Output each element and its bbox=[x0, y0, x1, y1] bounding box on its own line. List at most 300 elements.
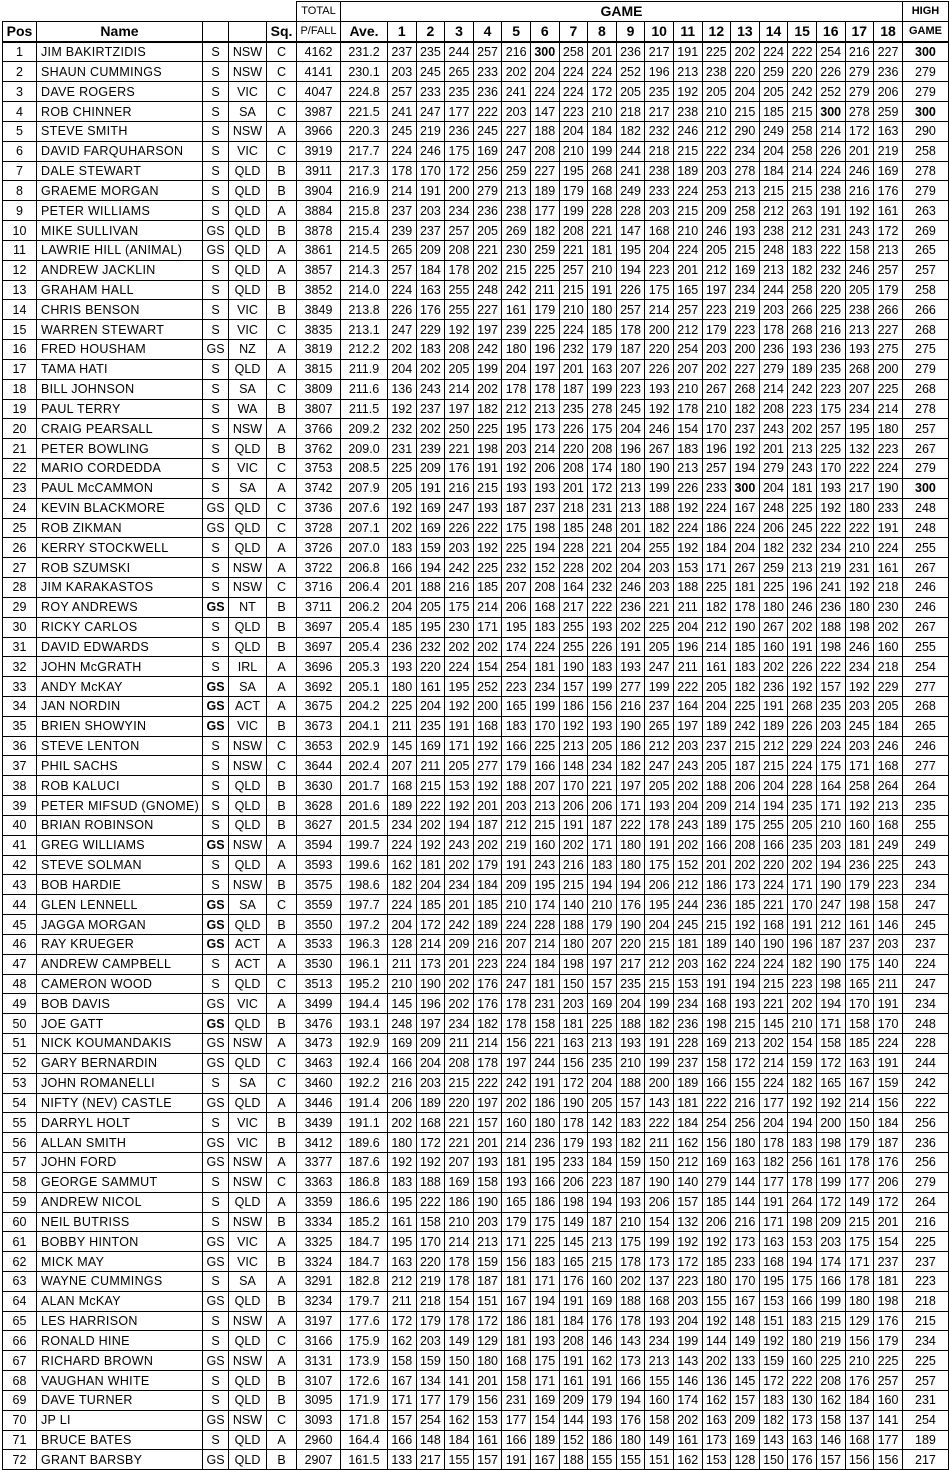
high-game-cell: 237 bbox=[902, 934, 948, 954]
game-1-cell: 241 bbox=[388, 102, 417, 122]
squad-cell: C bbox=[267, 498, 297, 518]
game-7-cell: 228 bbox=[559, 538, 588, 558]
total-cell: 3736 bbox=[297, 498, 341, 518]
game-13-cell: 202 bbox=[731, 855, 760, 875]
game-8-cell: 221 bbox=[588, 776, 617, 796]
game-16-cell: 166 bbox=[816, 1272, 845, 1292]
game-6-cell: 188 bbox=[530, 121, 559, 141]
state-cell: QLD bbox=[229, 1390, 267, 1410]
game-8-cell: 187 bbox=[588, 815, 617, 835]
total-cell: 3716 bbox=[297, 578, 341, 598]
game-1-cell: 237 bbox=[388, 201, 417, 221]
table-row bbox=[3, 340, 949, 360]
game-3-cell: 202 bbox=[445, 855, 474, 875]
state-cell: QLD bbox=[229, 776, 267, 796]
name-cell: JOHN FORD bbox=[37, 1153, 203, 1173]
game-15-cell: 246 bbox=[788, 597, 817, 617]
game-12-cell: 209 bbox=[702, 796, 731, 816]
status-cell: S bbox=[203, 1311, 229, 1331]
total-cell: 3446 bbox=[297, 1093, 341, 1113]
game-3-cell: 153 bbox=[445, 776, 474, 796]
game-8-cell: 202 bbox=[588, 558, 617, 578]
game-12-cell: 185 bbox=[702, 1252, 731, 1272]
game-4-cell: 197 bbox=[473, 320, 502, 340]
game-10-cell: 267 bbox=[645, 439, 674, 459]
game-1-cell: 257 bbox=[388, 260, 417, 280]
game-15-cell: 180 bbox=[788, 1331, 817, 1351]
status-cell: S bbox=[203, 1073, 229, 1093]
game-3-cell: 234 bbox=[445, 875, 474, 895]
game-18-cell: 160 bbox=[874, 637, 903, 657]
game-18-cell: 237 bbox=[874, 1252, 903, 1272]
game-11-cell: 238 bbox=[673, 102, 702, 122]
game-7-cell: 191 bbox=[559, 1291, 588, 1311]
game-5-cell: 195 bbox=[502, 617, 531, 637]
game-14-cell: 151 bbox=[759, 1311, 788, 1331]
game-1-cell: 202 bbox=[388, 518, 417, 538]
state-cell: QLD bbox=[229, 518, 267, 538]
game-2-cell: 237 bbox=[416, 221, 445, 241]
status-cell: GS bbox=[203, 597, 229, 617]
total-cell: 3697 bbox=[297, 617, 341, 637]
squad-cell: A bbox=[267, 121, 297, 141]
total-cell: 3819 bbox=[297, 340, 341, 360]
game-5-cell: 178 bbox=[502, 379, 531, 399]
game-4-cell: 187 bbox=[473, 1272, 502, 1292]
game-18-cell: 158 bbox=[874, 895, 903, 915]
game-13-cell: 256 bbox=[731, 1113, 760, 1133]
game-17-cell: 236 bbox=[845, 855, 874, 875]
game-17-cell: 181 bbox=[845, 835, 874, 855]
game-1-cell: 172 bbox=[388, 1311, 417, 1331]
average-cell: 175.9 bbox=[341, 1331, 388, 1351]
game-12-cell: 246 bbox=[702, 221, 731, 241]
game-1-cell: 158 bbox=[388, 1351, 417, 1371]
game-13-cell: 169 bbox=[731, 1430, 760, 1450]
game-13-cell: 278 bbox=[731, 161, 760, 181]
game-4-cell: 182 bbox=[473, 399, 502, 419]
game-18-cell: 161 bbox=[874, 558, 903, 578]
average-cell: 205.4 bbox=[341, 637, 388, 657]
game-6-cell: 181 bbox=[530, 657, 559, 677]
game-3-cell: 210 bbox=[445, 1212, 474, 1232]
game-4-cell: 179 bbox=[473, 855, 502, 875]
average-cell: 209.2 bbox=[341, 419, 388, 439]
game-8-cell: 194 bbox=[588, 875, 617, 895]
high-game-cell: 264 bbox=[902, 776, 948, 796]
game-8-cell: 204 bbox=[588, 1073, 617, 1093]
game-17-cell: 192 bbox=[845, 796, 874, 816]
game-17-cell: 156 bbox=[845, 1450, 874, 1470]
game-4-cell: 222 bbox=[473, 1073, 502, 1093]
game-16-cell: 199 bbox=[816, 1291, 845, 1311]
name-cell: GEORGE SAMMUT bbox=[37, 1172, 203, 1192]
game-13-cell: 215 bbox=[731, 102, 760, 122]
average-cell: 215.8 bbox=[341, 201, 388, 221]
game-3-cell: 215 bbox=[445, 1073, 474, 1093]
game-9-cell: 180 bbox=[616, 855, 645, 875]
high-game-cell: 244 bbox=[902, 1053, 948, 1073]
game-12-cell: 202 bbox=[702, 1351, 731, 1371]
game-2-cell: 195 bbox=[416, 617, 445, 637]
game-7-cell: 208 bbox=[559, 459, 588, 479]
squad-cell: A bbox=[267, 359, 297, 379]
total-cell: 3630 bbox=[297, 776, 341, 796]
status-cell: S bbox=[203, 617, 229, 637]
game-18-cell: 154 bbox=[874, 1232, 903, 1252]
high-game-header: GAME bbox=[902, 21, 948, 41]
game-11-cell: 246 bbox=[673, 121, 702, 141]
game-15-cell: 175 bbox=[788, 1272, 817, 1292]
game-7-cell: 165 bbox=[559, 1252, 588, 1272]
average-cell: 196.1 bbox=[341, 954, 388, 974]
game-2-cell: 169 bbox=[416, 736, 445, 756]
game-3-cell: 208 bbox=[445, 340, 474, 360]
status-cell: S bbox=[203, 815, 229, 835]
game-9-cell: 193 bbox=[616, 1034, 645, 1054]
game-9-header: 9 bbox=[616, 21, 645, 41]
game-16-cell: 238 bbox=[816, 181, 845, 201]
pos-cell: 42 bbox=[3, 855, 37, 875]
game-12-cell: 201 bbox=[702, 855, 731, 875]
total-cell: 3499 bbox=[297, 994, 341, 1014]
status-cell: S bbox=[203, 736, 229, 756]
game-16-cell: 216 bbox=[816, 320, 845, 340]
game-16-cell: 257 bbox=[816, 419, 845, 439]
status-cell: S bbox=[203, 459, 229, 479]
pos-cell: 39 bbox=[3, 796, 37, 816]
pos-cell: 19 bbox=[3, 399, 37, 419]
pos-cell: 38 bbox=[3, 776, 37, 796]
game-6-cell: 189 bbox=[530, 181, 559, 201]
game-18-cell: 225 bbox=[874, 855, 903, 875]
game-7-cell: 150 bbox=[559, 974, 588, 994]
game-2-cell: 239 bbox=[416, 439, 445, 459]
game-3-cell: 150 bbox=[445, 1351, 474, 1371]
high-game-cell: 189 bbox=[902, 1430, 948, 1450]
game-1-cell: 162 bbox=[388, 1331, 417, 1351]
game-2-cell: 191 bbox=[416, 181, 445, 201]
squad-cell: C bbox=[267, 1410, 297, 1430]
high-game-cell: 246 bbox=[902, 578, 948, 598]
table-row bbox=[3, 776, 949, 796]
game-8-cell: 207 bbox=[588, 934, 617, 954]
pos-cell: 40 bbox=[3, 815, 37, 835]
state-cell: WA bbox=[229, 399, 267, 419]
game-1-cell: 163 bbox=[388, 1252, 417, 1272]
state-cell: QLD bbox=[229, 1192, 267, 1212]
game-13-cell: 192 bbox=[731, 915, 760, 935]
game-14-cell: 249 bbox=[759, 121, 788, 141]
average-cell: 161.5 bbox=[341, 1450, 388, 1470]
game-18-cell: 227 bbox=[874, 42, 903, 62]
high-game-cell: 300 bbox=[902, 478, 948, 498]
game-11-cell: 213 bbox=[673, 62, 702, 82]
game-14-cell: 202 bbox=[759, 1034, 788, 1054]
game-12-cell: 179 bbox=[702, 320, 731, 340]
game-5-cell: 166 bbox=[502, 736, 531, 756]
total-cell: 3550 bbox=[297, 915, 341, 935]
game-10-cell: 223 bbox=[645, 260, 674, 280]
game-11-cell: 192 bbox=[673, 82, 702, 102]
game-15-cell: 258 bbox=[788, 141, 817, 161]
game-16-header: 16 bbox=[816, 21, 845, 41]
squad-cell: A bbox=[267, 677, 297, 697]
game-1-cell: 136 bbox=[388, 379, 417, 399]
game-15-cell: 224 bbox=[788, 756, 817, 776]
game-18-cell: 146 bbox=[874, 915, 903, 935]
game-1-cell: 162 bbox=[388, 855, 417, 875]
game-15-cell: 198 bbox=[788, 1212, 817, 1232]
game-8-cell: 172 bbox=[588, 82, 617, 102]
game-13-cell: 193 bbox=[731, 994, 760, 1014]
game-9-cell: 180 bbox=[616, 1430, 645, 1450]
game-10-cell: 232 bbox=[645, 121, 674, 141]
game-17-cell: 246 bbox=[845, 161, 874, 181]
name-cell: CHRIS BENSON bbox=[37, 300, 203, 320]
game-3-cell: 208 bbox=[445, 1053, 474, 1073]
game-2-cell: 219 bbox=[416, 1272, 445, 1292]
table-row bbox=[3, 320, 949, 340]
high-game-cell: 269 bbox=[902, 221, 948, 241]
game-9-cell: 195 bbox=[616, 240, 645, 260]
pos-cell: 50 bbox=[3, 1014, 37, 1034]
game-15-cell: 181 bbox=[788, 478, 817, 498]
game-14-cell: 168 bbox=[759, 915, 788, 935]
game-14-cell: 189 bbox=[759, 716, 788, 736]
pos-cell: 63 bbox=[3, 1272, 37, 1292]
game-10-cell: 265 bbox=[645, 716, 674, 736]
game-14-cell: 204 bbox=[759, 1113, 788, 1133]
average-cell: 177.6 bbox=[341, 1311, 388, 1331]
game-12-cell: 166 bbox=[702, 1073, 731, 1093]
game-6-cell: 195 bbox=[530, 1153, 559, 1173]
high-game-cell: 266 bbox=[902, 300, 948, 320]
game-16-cell: 222 bbox=[816, 240, 845, 260]
high-game-cell: 258 bbox=[902, 141, 948, 161]
game-4-cell: 192 bbox=[473, 776, 502, 796]
name-cell: DAVID EDWARDS bbox=[37, 637, 203, 657]
game-12-cell: 189 bbox=[702, 934, 731, 954]
game-11-cell: 224 bbox=[673, 240, 702, 260]
name-cell: JP LI bbox=[37, 1410, 203, 1430]
game-18-cell: 225 bbox=[874, 379, 903, 399]
status-cell: S bbox=[203, 538, 229, 558]
squad-cell: A bbox=[267, 696, 297, 716]
game-7-cell: 215 bbox=[559, 280, 588, 300]
game-2-cell: 203 bbox=[416, 201, 445, 221]
game-14-cell: 204 bbox=[759, 478, 788, 498]
table-row bbox=[3, 300, 949, 320]
squad-cell: C bbox=[267, 42, 297, 62]
status-cell: GS bbox=[203, 1014, 229, 1034]
game-4-cell: 214 bbox=[473, 597, 502, 617]
game-10-cell: 190 bbox=[645, 1172, 674, 1192]
game-6-cell: 204 bbox=[530, 62, 559, 82]
game-18-cell: 218 bbox=[874, 657, 903, 677]
table-row bbox=[3, 1212, 949, 1232]
state-cell: QLD bbox=[229, 1371, 267, 1391]
table-row bbox=[3, 1113, 949, 1133]
game-18-cell: 180 bbox=[874, 419, 903, 439]
game-17-cell: 178 bbox=[845, 1272, 874, 1292]
game-14-cell: 259 bbox=[759, 558, 788, 578]
game-11-cell: 140 bbox=[673, 1172, 702, 1192]
game-15-cell: 191 bbox=[788, 637, 817, 657]
pos-cell: 57 bbox=[3, 1153, 37, 1173]
game-11-cell: 212 bbox=[673, 875, 702, 895]
game-10-cell: 217 bbox=[645, 42, 674, 62]
game-9-cell: 180 bbox=[616, 835, 645, 855]
game-18-cell: 249 bbox=[874, 835, 903, 855]
squad-cell: A bbox=[267, 558, 297, 578]
game-2-cell: 202 bbox=[416, 419, 445, 439]
game-16-cell: 209 bbox=[816, 1212, 845, 1232]
pos-cell: 35 bbox=[3, 716, 37, 736]
game-18-cell: 179 bbox=[874, 1331, 903, 1351]
total-cell: 3722 bbox=[297, 558, 341, 578]
game-14-cell: 194 bbox=[759, 796, 788, 816]
game-13-cell: 133 bbox=[731, 1351, 760, 1371]
game-4-cell: 153 bbox=[473, 1410, 502, 1430]
state-cell: QLD bbox=[229, 201, 267, 221]
game-6-cell: 196 bbox=[530, 340, 559, 360]
game-2-cell: 176 bbox=[416, 300, 445, 320]
average-cell: 189.6 bbox=[341, 1133, 388, 1153]
status-cell: S bbox=[203, 558, 229, 578]
game-1-cell: 211 bbox=[388, 716, 417, 736]
average-cell: 205.3 bbox=[341, 657, 388, 677]
total-cell: 3835 bbox=[297, 320, 341, 340]
total-cell: 3692 bbox=[297, 677, 341, 697]
game-13-cell: 157 bbox=[731, 1390, 760, 1410]
game-3-cell: 211 bbox=[445, 1034, 474, 1054]
game-14-cell: 206 bbox=[759, 518, 788, 538]
table-row bbox=[3, 875, 949, 895]
total-cell: 3696 bbox=[297, 657, 341, 677]
state-cell: ACT bbox=[229, 696, 267, 716]
game-18-cell: 246 bbox=[874, 736, 903, 756]
table-row bbox=[3, 419, 949, 439]
average-cell: 199.7 bbox=[341, 835, 388, 855]
game-7-cell: 187 bbox=[559, 379, 588, 399]
game-8-cell: 186 bbox=[588, 1430, 617, 1450]
total-cell: 3726 bbox=[297, 538, 341, 558]
game-2-cell: 215 bbox=[416, 776, 445, 796]
game-4-cell: 192 bbox=[473, 538, 502, 558]
game-7-cell: 190 bbox=[559, 1093, 588, 1113]
status-cell: S bbox=[203, 756, 229, 776]
game-14-cell: 243 bbox=[759, 419, 788, 439]
state-cell: VIC bbox=[229, 141, 267, 161]
game-8-cell: 179 bbox=[588, 915, 617, 935]
game-2-cell: 202 bbox=[416, 359, 445, 379]
game-14-cell: 221 bbox=[759, 895, 788, 915]
game-14-cell: 221 bbox=[759, 994, 788, 1014]
game-3-cell: 186 bbox=[445, 1192, 474, 1212]
game-4-cell: 184 bbox=[473, 875, 502, 895]
game-11-cell: 154 bbox=[673, 419, 702, 439]
game-3-cell: 205 bbox=[445, 359, 474, 379]
state-cell: QLD bbox=[229, 1014, 267, 1034]
total-cell: 2907 bbox=[297, 1450, 341, 1470]
game-17-cell: 180 bbox=[845, 498, 874, 518]
game-10-cell: 204 bbox=[645, 915, 674, 935]
game-11-cell: 157 bbox=[673, 1192, 702, 1212]
game-11-cell: 207 bbox=[673, 359, 702, 379]
game-6-cell: 231 bbox=[530, 994, 559, 1014]
game-9-cell: 188 bbox=[616, 1014, 645, 1034]
status-cell: GS bbox=[203, 1351, 229, 1371]
game-3-cell: 192 bbox=[445, 796, 474, 816]
game-1-cell: 145 bbox=[388, 736, 417, 756]
game-6-cell: 227 bbox=[530, 161, 559, 181]
squad-cell: B bbox=[267, 1113, 297, 1133]
game-13-cell: 267 bbox=[731, 558, 760, 578]
game-5-cell: 232 bbox=[502, 558, 531, 578]
high-game-cell: 300 bbox=[902, 42, 948, 62]
game-14-cell: 215 bbox=[759, 974, 788, 994]
game-8-header: 8 bbox=[588, 21, 617, 41]
game-11-cell: 223 bbox=[673, 1272, 702, 1292]
game-4-cell: 185 bbox=[473, 895, 502, 915]
game-10-cell: 190 bbox=[645, 459, 674, 479]
game-13-header: 13 bbox=[731, 21, 760, 41]
game-4-cell: 156 bbox=[473, 1390, 502, 1410]
state-cell: VIC bbox=[229, 1133, 267, 1153]
table-row bbox=[3, 1014, 949, 1034]
game-10-cell: 199 bbox=[645, 677, 674, 697]
state-cell: SA bbox=[229, 677, 267, 697]
state-cell: QLD bbox=[229, 1450, 267, 1470]
state-cell: NSW bbox=[229, 62, 267, 82]
average-cell: 209.0 bbox=[341, 439, 388, 459]
game-8-cell: 184 bbox=[588, 121, 617, 141]
game-1-cell: 224 bbox=[388, 280, 417, 300]
game-11-cell: 224 bbox=[673, 518, 702, 538]
game-13-cell: 148 bbox=[731, 1311, 760, 1331]
table-row bbox=[3, 1133, 949, 1153]
game-6-cell: 236 bbox=[530, 1133, 559, 1153]
game-7-cell: 206 bbox=[559, 1172, 588, 1192]
game-6-cell: 171 bbox=[530, 1371, 559, 1391]
total-cell: 3742 bbox=[297, 478, 341, 498]
game-14-cell: 224 bbox=[759, 1073, 788, 1093]
game-6-cell: 207 bbox=[530, 776, 559, 796]
game-4-cell: 151 bbox=[473, 1291, 502, 1311]
game-17-cell: 243 bbox=[845, 221, 874, 241]
game-17-cell: 203 bbox=[845, 696, 874, 716]
game-8-cell: 201 bbox=[588, 42, 617, 62]
state-cell: QLD bbox=[229, 617, 267, 637]
state-cell: NSW bbox=[229, 736, 267, 756]
game-13-cell: 181 bbox=[731, 578, 760, 598]
game-14-cell: 224 bbox=[759, 875, 788, 895]
game-17-cell: 279 bbox=[845, 62, 874, 82]
squad-cell: B bbox=[267, 875, 297, 895]
name-cell: JOHN ROMANELLI bbox=[37, 1073, 203, 1093]
game-14-cell: 191 bbox=[759, 1192, 788, 1212]
game-4-cell: 202 bbox=[473, 260, 502, 280]
game-1-cell: 166 bbox=[388, 1430, 417, 1450]
game-4-cell: 171 bbox=[473, 617, 502, 637]
game-3-cell: 221 bbox=[445, 1133, 474, 1153]
game-17-cell: 216 bbox=[845, 181, 874, 201]
game-9-cell: 205 bbox=[616, 82, 645, 102]
game-16-cell: 219 bbox=[816, 558, 845, 578]
name-cell: MARIO CORDEDDA bbox=[37, 459, 203, 479]
game-11-cell: 203 bbox=[673, 954, 702, 974]
